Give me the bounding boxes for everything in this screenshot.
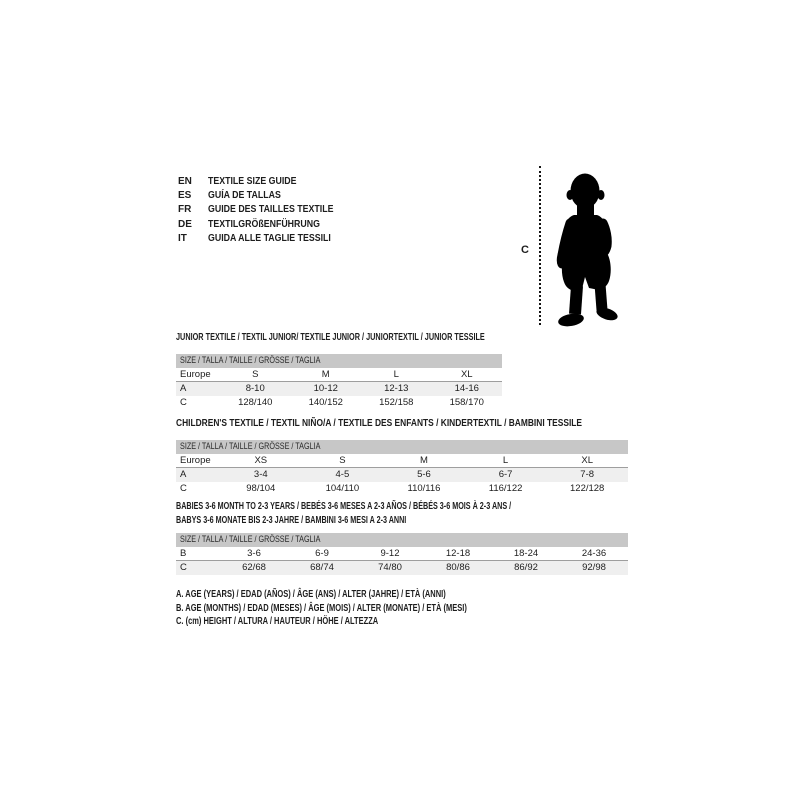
table-cell: 98/104	[246, 483, 276, 494]
language-title-list	[178, 174, 351, 246]
language-row	[178, 203, 351, 217]
table-cell: 92/98	[582, 562, 606, 573]
table-cell: 4-5	[335, 469, 350, 480]
table-cell: 18-24	[513, 548, 539, 559]
table-cell: L	[502, 455, 509, 466]
table-cell: S	[252, 369, 259, 380]
language-title: GUIDE DES TAILLES TEXTILE	[208, 204, 334, 216]
row-label: A	[180, 383, 187, 394]
row-label: Europe	[180, 369, 211, 380]
table-cell: 12-18	[445, 548, 471, 559]
table-cell: 152/158	[379, 397, 414, 408]
language-code: IT	[178, 233, 187, 245]
footnote-height-cm: C. (cm) HEIGHT / ALTURA / HAUTEUR / HÖHE / ALTEZZA	[176, 616, 379, 628]
table-cell: 3-4	[253, 469, 268, 480]
table-cell: 74/80	[378, 562, 402, 573]
footnotes	[176, 588, 564, 629]
table-cell: 7-8	[580, 469, 595, 480]
language-title: GUIDA ALLE TAGLIE TESSILI	[208, 233, 331, 245]
table-cell: 62/68	[242, 562, 266, 573]
language-code: FR	[178, 204, 192, 216]
row-label: A	[180, 469, 187, 480]
babies-size-table	[176, 500, 628, 575]
table-row	[176, 547, 628, 561]
table-cell: 5-6	[417, 469, 431, 480]
table-row	[176, 396, 502, 410]
table-cell: XS	[254, 455, 268, 466]
table-cell: 86/92	[514, 562, 538, 573]
table-row	[176, 368, 502, 382]
table-row	[176, 482, 628, 496]
language-code: ES	[178, 190, 192, 202]
language-code: DE	[178, 218, 192, 230]
table-cell: 122/128	[570, 483, 605, 494]
table-body	[176, 368, 502, 410]
language-row	[178, 188, 351, 202]
table-title: CHILDREN'S TEXTILE / TEXTIL NIÑO/A / TEXTILE DES ENFANTS / KINDERTEXTIL / BAMBINI TESSILE	[176, 418, 583, 429]
height-measure-label: C	[521, 244, 529, 256]
table-cell: 158/170	[449, 397, 484, 408]
table-header-bar	[176, 354, 502, 368]
row-label: C	[180, 562, 187, 573]
height-measure-dotted-line	[539, 166, 541, 325]
table-cell: 14-16	[454, 383, 479, 394]
language-code: EN	[178, 175, 192, 187]
table-cell: 116/122	[488, 483, 523, 494]
table-cell: 6-7	[498, 469, 513, 480]
table-cell: 24-36	[581, 548, 607, 559]
table-cell: 12-13	[384, 383, 409, 394]
table-title: JUNIOR TEXTILE / TEXTIL JUNIOR/ TEXTILE JUNIOR / JUNIORTEXTIL / JUNIOR TESSILE	[176, 332, 485, 343]
row-label: C	[180, 397, 187, 408]
table-cell: 8-10	[245, 383, 265, 394]
table-row	[176, 561, 628, 575]
language-title: TEXTILE SIZE GUIDE	[208, 175, 297, 187]
table-cell: 9-12	[380, 548, 400, 559]
size-header-label: SIZE / TALLA / TAILLE / GRÖSSE / TAGLIA	[180, 534, 321, 545]
table-cell: 140/152	[308, 397, 343, 408]
table-header-bar	[176, 440, 628, 454]
table-header-bar	[176, 533, 628, 547]
language-row	[178, 217, 351, 231]
footnote-age-years: A. AGE (YEARS) / EDAD (AÑOS) / ÂGE (ANS) / ALTER (JAHRE) / ETÀ (ANNI)	[176, 589, 446, 600]
size-header-label: SIZE / TALLA / TAILLE / GRÖSSE / TAGLIA	[180, 355, 321, 366]
table-cell: 80/86	[446, 562, 470, 573]
table-cell: 6-9	[315, 548, 329, 559]
row-label: B	[180, 548, 187, 559]
row-label: Europe	[180, 455, 211, 466]
table-title: BABIES 3-6 MONTH TO 2-3 YEARS / BEBÉS 3-6 MESES A 2-3 AÑOS / BÉBÉS 3-6 MOIS À 2-3 ANS /	[176, 501, 512, 512]
table-body	[176, 454, 628, 496]
row-label: C	[180, 483, 187, 494]
junior-size-table	[176, 333, 502, 410]
table-cell: 128/140	[238, 397, 273, 408]
table-cell: M	[321, 369, 330, 380]
table-cell: 3-6	[247, 548, 261, 559]
table-cell: 68/74	[310, 562, 334, 573]
language-title: GUÍA DE TALLAS	[208, 190, 281, 202]
language-row	[178, 232, 351, 246]
footnote-age-months: B. AGE (MONTHS) / EDAD (MESES) / ÂGE (MOIS) / ALTER (MONATE) / ETÀ (MESI)	[176, 602, 467, 614]
table-cell: 104/110	[325, 483, 360, 494]
table-cell: XL	[581, 455, 593, 466]
toddler-silhouette	[545, 160, 630, 335]
table-cell: 10-12	[313, 383, 338, 394]
language-row	[178, 174, 351, 188]
table-cell: S	[339, 455, 346, 466]
table-row	[176, 468, 628, 482]
table-body	[176, 547, 628, 575]
table-title-line2: BABYS 3-6 MONATE BIS 2-3 JAHRE / BAMBINI 3-6 MESI A 2-3 ANNI	[176, 514, 407, 526]
table-cell: 110/116	[407, 483, 441, 494]
table-cell: M	[420, 455, 428, 466]
table-cell: L	[393, 369, 399, 380]
table-row	[176, 382, 502, 396]
language-title: TEXTILGRÖßENFÜHRUNG	[208, 218, 320, 230]
table-row	[176, 454, 628, 468]
table-cell: XL	[460, 369, 473, 380]
size-header-label: SIZE / TALLA / TAILLE / GRÖSSE / TAGLIA	[180, 441, 321, 452]
children-size-table	[176, 419, 628, 496]
